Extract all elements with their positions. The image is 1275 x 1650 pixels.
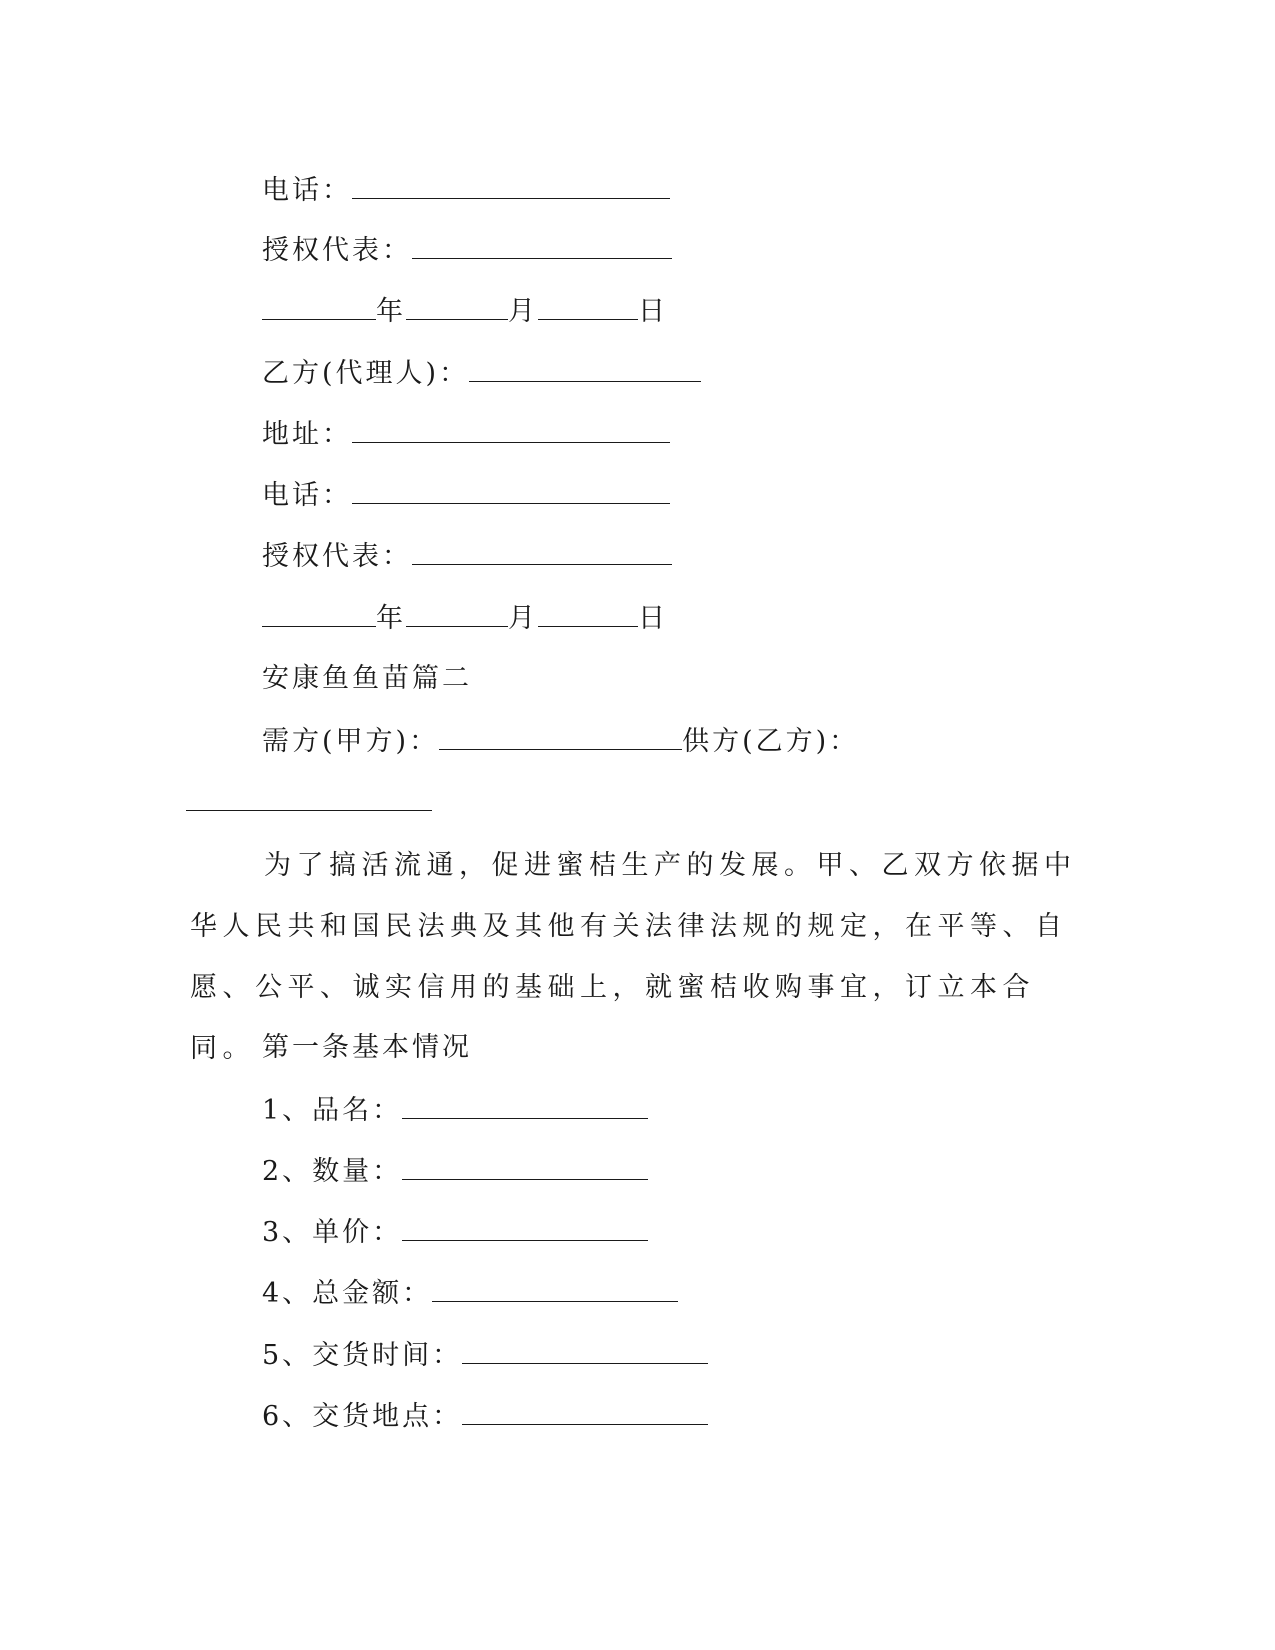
party-a-month-label: 月 [508, 296, 538, 327]
seller-label: 供方(乙方)： [682, 726, 860, 757]
buyer-blank[interactable] [439, 723, 682, 750]
seller-blank[interactable] [186, 810, 432, 811]
parties-line [262, 723, 859, 760]
party-b-address-blank[interactable] [352, 416, 670, 443]
party-a-day-blank[interactable] [538, 293, 638, 320]
party-a-phone-line [262, 172, 670, 209]
party-a-rep-blank[interactable] [412, 232, 672, 259]
party-a-year-blank[interactable] [262, 293, 376, 320]
party-b-day-label: 日 [638, 603, 668, 634]
item-product-name-label: 1、品名： [262, 1095, 403, 1126]
party-b-day-blank[interactable] [538, 600, 638, 627]
party-a-month-blank[interactable] [406, 293, 508, 320]
party-b-rep-blank[interactable] [412, 538, 672, 565]
section-title: 安康鱼鱼苗篇二 [262, 663, 472, 694]
party-b-phone-label: 电话： [262, 480, 352, 511]
item-total-amount-label: 4、总金额： [262, 1278, 433, 1309]
party-a-day-label: 日 [638, 296, 668, 327]
party-a-phone-blank[interactable] [352, 172, 670, 199]
article-item [262, 1214, 648, 1251]
party-a-phone-label: 电话： [262, 175, 352, 206]
item-quantity-label: 2、数量： [262, 1156, 403, 1187]
party-b-year-label: 年 [376, 603, 406, 634]
party-a-date-line [262, 293, 668, 330]
intro-paragraph: 为了搞活流通，促进蜜桔生产的发展。甲、乙双方依据中华人民共和国民法典及其他有关法律法规的规定，在平等、自愿、公平、诚实信用的基础上，就蜜桔收购事宜，订立本合同。 [190, 850, 1077, 1064]
party-b-month-label: 月 [508, 603, 538, 634]
party-b-rep-label: 授权代表： [262, 541, 412, 572]
item-delivery-place-label: 6、交货地点： [262, 1401, 463, 1432]
item-unit-price-label: 3、单价： [262, 1217, 403, 1248]
party-a-rep-label: 授权代表： [262, 235, 412, 266]
party-b-year-blank[interactable] [262, 600, 376, 627]
party-b-phone-blank[interactable] [352, 477, 670, 504]
party-b-title-line [262, 355, 701, 392]
party-b-month-blank[interactable] [406, 600, 508, 627]
article-item [262, 1153, 648, 1190]
item-delivery-place-blank[interactable] [462, 1398, 708, 1425]
item-quantity-blank[interactable] [402, 1153, 648, 1180]
article-item [262, 1337, 708, 1374]
party-a-rep-line [262, 232, 672, 269]
party-b-address-line [262, 416, 670, 453]
item-delivery-time-label: 5、交货时间： [262, 1340, 463, 1371]
item-unit-price-blank[interactable] [402, 1214, 648, 1241]
item-product-name-blank[interactable] [402, 1092, 648, 1119]
article-item [262, 1092, 648, 1129]
party-b-rep-line [262, 538, 672, 575]
item-delivery-time-blank[interactable] [462, 1337, 708, 1364]
article-item [262, 1275, 678, 1312]
article-item [262, 1398, 708, 1435]
party-b-date-line [262, 600, 668, 637]
party-b-title-label: 乙方(代理人)： [262, 358, 470, 389]
party-b-address-label: 地址： [262, 419, 352, 450]
item-total-amount-blank[interactable] [432, 1275, 678, 1302]
party-b-name-blank[interactable] [469, 355, 701, 382]
party-a-year-label: 年 [376, 296, 406, 327]
party-b-phone-line [262, 477, 670, 514]
buyer-label: 需方(甲方)： [262, 726, 440, 757]
article-one-title: 第一条基本情况 [262, 1032, 472, 1063]
